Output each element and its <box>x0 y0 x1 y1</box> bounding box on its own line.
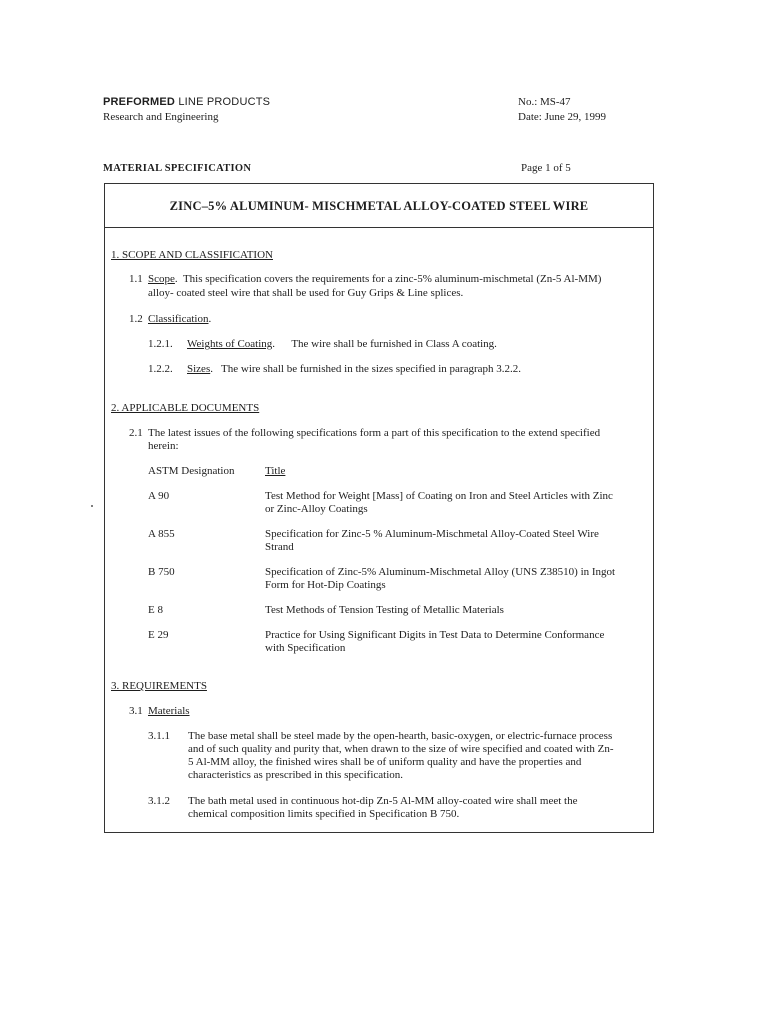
s21-number: 2.1 <box>129 427 143 439</box>
s311-line: 5 Al-MM alloy, the finished wires shall be of uniform quality and have the properties and <box>188 756 582 768</box>
doc-date: Date: June 29, 1999 <box>518 111 606 123</box>
s311-number: 3.1.1 <box>148 730 170 742</box>
s121-number: 1.2.1. <box>148 338 173 350</box>
doc-code: E 29 <box>148 629 169 641</box>
doc-title-line: Test Method for Weight [Mass] of Coating on Iron and Steel Articles with Zinc <box>265 490 613 502</box>
doc-number: No.: MS-47 <box>518 96 571 108</box>
doc-code: A 90 <box>148 490 170 502</box>
s31-label: Materials <box>148 705 190 717</box>
s11-line-2: alloy- coated steel wire that shall be used for Guy Grips & Line splices. <box>148 287 464 299</box>
doc-title-line: Strand <box>265 541 294 553</box>
frame-mark <box>104 676 105 696</box>
page-number: Page 1 of 5 <box>521 162 571 174</box>
s312-line: chemical composition limits specified in Specification B 750. <box>188 808 460 820</box>
company-block <box>103 95 270 125</box>
title-divider <box>104 227 654 228</box>
doc-meta <box>518 95 606 125</box>
section-3-heading: 3. REQUIREMENTS <box>111 680 207 692</box>
s12-number: 1.2 <box>129 313 143 325</box>
col-header-title: Title <box>265 465 286 477</box>
s122-number: 1.2.2. <box>148 363 173 375</box>
doc-title-line: with Specification <box>265 642 346 654</box>
s312-number: 3.1.2 <box>148 795 170 807</box>
s21-line-1: The latest issues of the following specifications form a part of this specification to the extend specified <box>148 427 601 439</box>
s11-line-1: Scope. This specification covers the requirements for a zinc-5% aluminum-mischmetal (Zn-5 Al-MM) <box>148 273 602 285</box>
s31-number: 3.1 <box>129 705 143 717</box>
doc-code: B 750 <box>148 566 175 578</box>
doc-title-line: Form for Hot-Dip Coatings <box>265 579 386 591</box>
s311-line: and of such quality and purity that, when drawn to the size of wire specified and coated with Zn- <box>188 743 614 755</box>
s121-text: Weights of Coating. The wire shall be furnished in Class A coating. <box>187 338 497 350</box>
col-header-designation: ASTM Designation <box>148 465 235 477</box>
company-name: PREFORMED LINE PRODUCTS <box>103 96 271 108</box>
spec-type: MATERIAL SPECIFICATION <box>103 163 252 174</box>
doc-code: E 8 <box>148 604 163 616</box>
doc-title-line: Practice for Using Significant Digits in Test Data to Determine Conformance <box>265 629 605 641</box>
doc-title-line: or Zinc-Alloy Coatings <box>265 503 368 515</box>
scan-speck <box>91 505 93 507</box>
s12-label: Classification. <box>148 313 212 325</box>
document-title: ZINC–5% ALUMINUM- MISCHMETAL ALLOY-COATED STEEL WIRE <box>169 199 589 213</box>
section-1-heading: 1. SCOPE AND CLASSIFICATION <box>111 249 273 261</box>
s11-number: 1.1 <box>129 273 143 285</box>
s311-line: characteristics as prescribed in this specification. <box>188 769 404 781</box>
s312-line: The bath metal used in continuous hot-dip Zn-5 Al-MM alloy-coated wire shall meet the <box>188 795 578 807</box>
s122-text: Sizes. The wire shall be furnished in the sizes specified in paragraph 3.2.2. <box>187 363 521 375</box>
doc-code: A 855 <box>148 528 175 540</box>
doc-title-line: Specification of Zinc-5% Aluminum-Mischmetal Alloy (UNS Z38510) in Ingot <box>265 566 616 578</box>
doc-title-line: Test Methods of Tension Testing of Metallic Materials <box>265 604 504 616</box>
doc-title-line: Specification for Zinc-5 % Aluminum-Mischmetal Alloy-Coated Steel Wire <box>265 528 599 540</box>
s311-line: The base metal shall be steel made by the open-hearth, basic-oxygen, or electric-furnace process <box>188 730 613 742</box>
department: Research and Engineering <box>103 111 219 123</box>
section-2-heading: 2. APPLICABLE DOCUMENTS <box>111 402 260 414</box>
s21-line-2: herein: <box>148 440 179 452</box>
